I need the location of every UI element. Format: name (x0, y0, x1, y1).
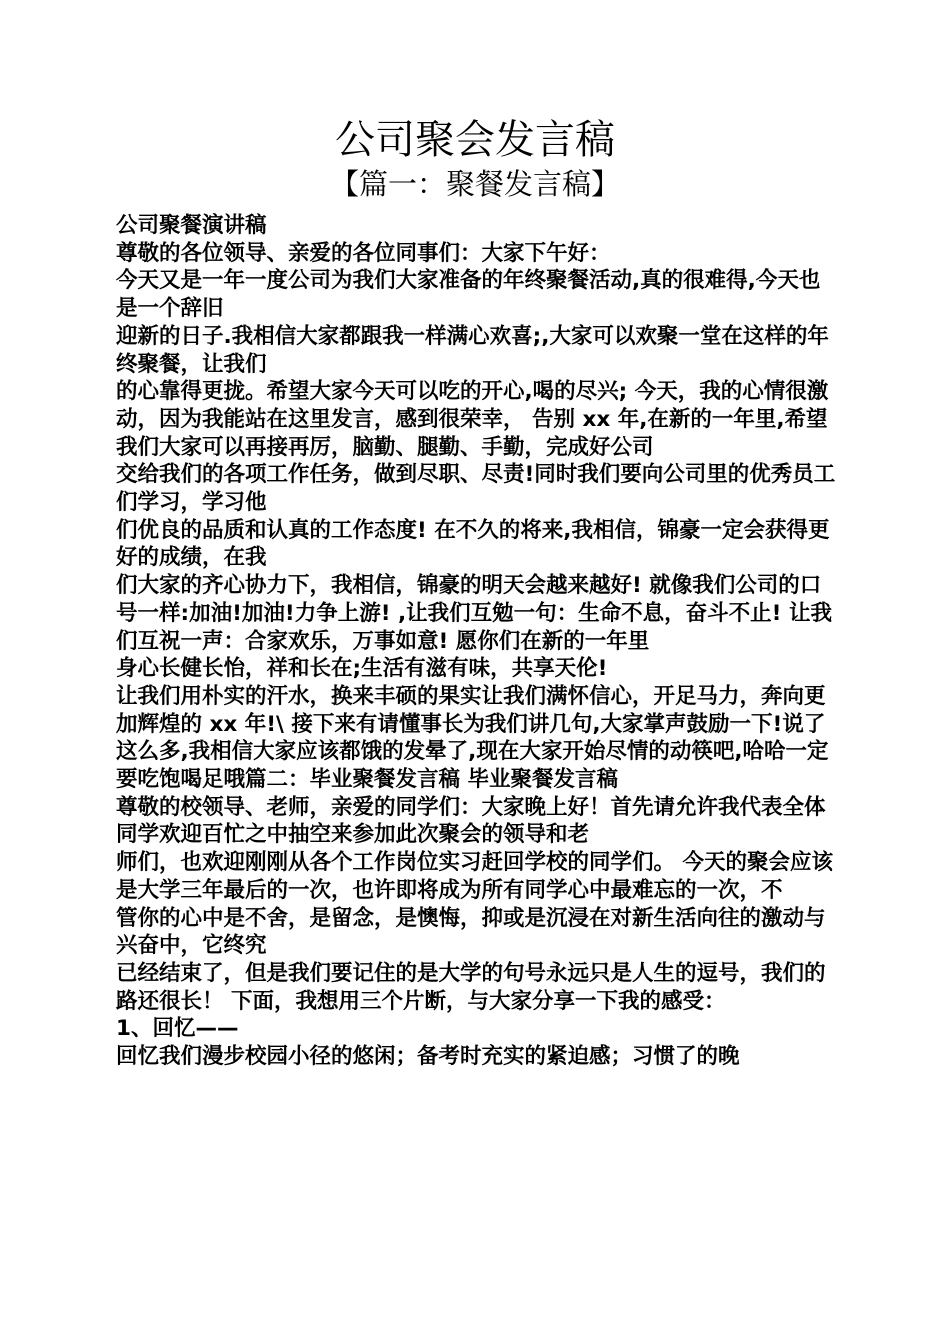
paragraph: 管你的心中是不舍，是留念，是懊悔，抑或是沉浸在对新生活向往的激动与兴奋中，它终究 (116, 905, 826, 959)
paragraph: 们优良的品质和认真的工作态度! 在不久的将来,我相信，锦豪一定会获得更好的成绩，在我 (116, 517, 830, 571)
paragraph: 已经结束了，但是我们要记住的是大学的句号永远只是人生的逗号，我们的路还很长！ 下面，我想用三个片断，与大家分享一下我的感受： (116, 960, 826, 1014)
paragraph: 们大家的齐心协力下，我相信，锦豪的明天会越来越好! 就像我们公司的口号一样:加油!加油!力争上游! ,让我们互勉一句：生命不息，奋斗不止! 让我们互祝一声：合家欢乐，万事如意! 愿你们在新的一年里 (116, 573, 832, 654)
paragraph: 尊敬的校领导、老师，亲爱的同学们：大家晚上好！首先请允许我代表全体同学欢迎百忙之中抽空来参加此次聚会的领导和老 (116, 794, 826, 848)
document-body (116, 212, 836, 1071)
paragraph: 迎新的日子.我相信大家都跟我一样满心欢喜;,大家可以欢聚一堂在这样的年终聚餐，让我们 (116, 323, 829, 377)
paragraph: 让我们用朴实的汗水，换来丰硕的果实让我们满怀信心，开足马力，奔向更加辉煌的 xx 年!\ 接下来有请懂事长为我们讲几句,大家掌声鼓励一下!说了这么多,我相信大家应该都饿的发晕了,现在大家开始尽情的动筷吧,哈哈一定要吃饱喝足哦篇二：毕业聚餐发言稿 毕业聚餐发言稿 (116, 683, 829, 793)
paragraph: 回忆我们漫步校园小径的悠闲；备考时充实的紧迫感；习惯了的晚 (116, 1044, 740, 1070)
paragraph: 今天又是一年一度公司为我们大家准备的年终聚餐活动,真的很难得,今天也是一个辞旧 (116, 268, 821, 322)
paragraph: 师们，也欢迎刚刚从各个工作岗位实习赶回学校的同学们。 今天的聚会应该是大学三年最后的一次，也许即将成为所有同学心中最难忘的一次，不 (116, 850, 833, 903)
paragraph: 尊敬的各位领导、亲爱的各位同事们：大家下午好： (116, 240, 611, 266)
paragraph: 身心长健长怡，祥和长在;生活有滋有味，共享天伦! (116, 656, 608, 682)
paragraph: 的心靠得更拢。希望大家今天可以吃的开心,喝的尽兴; 今天，我的心情很激动，因为我能站在这里发言，感到很荣幸， 告别 xx 年,在新的一年里,希望我们大家可以再接再厉，脑勤、腿勤、手勤，完成好公司 (116, 379, 829, 460)
document-title: 公司聚会发言稿 (335, 117, 615, 163)
document-subtitle: 【篇一：聚餐发言稿】 (329, 167, 620, 201)
paragraph: 交给我们的各项工作任务，做到尽职、尽责!同时我们要向公司里的优秀员工们学习，学习他 (116, 462, 836, 516)
paragraph: 1、回忆—— (116, 1016, 239, 1042)
paragraph: 公司聚餐演讲稿 (116, 213, 267, 238)
